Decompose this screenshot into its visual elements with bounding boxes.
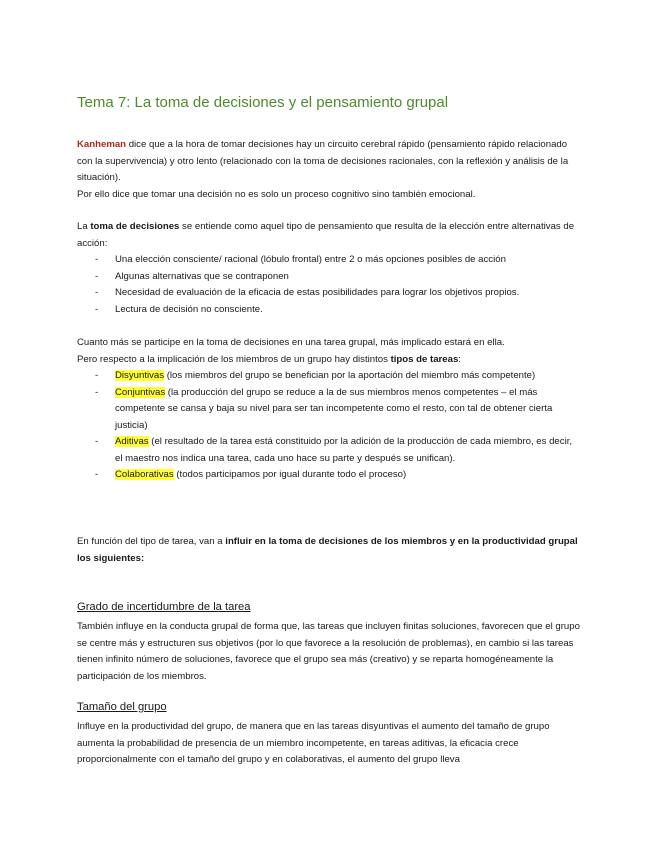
influence-bold: influir en la toma de decisiones de los miembros y en la productividad grupal los siguientes: (77, 536, 578, 564)
task-types-term: tipos de tareas (390, 353, 459, 365)
list-item: - Lectura de decisión no consciente. (95, 303, 263, 315)
intro-paragraph (77, 137, 582, 203)
definition-prefix: La (77, 221, 91, 232)
definition-list (77, 252, 582, 318)
influence-prefix: En función del tipo de tarea, van a (77, 536, 226, 547)
influence-paragraph (77, 534, 582, 567)
section-text: También influye en la conducta grupal de forma que, las tareas que incluyen finitas soluciones, favorecen que el grupo se centre más y estructuren sus objetivos (por lo que favorece a la resolución de problemas), en cambio si las tareas tienen infinito número de soluciones, favorece que el grupo sea más (creativo) y se reparta homogéneamente la participación de los miembros. (77, 621, 580, 682)
list-item: - Disyuntivas (los miembros del grupo se benefician por la aportación del miembro más competente) (95, 370, 536, 381)
definition-term: toma de decisiones (90, 221, 180, 232)
list-item: - Una elección consciente/ racional (lóbulo frontal) entre 2 o más opciones posibles de acción (95, 254, 506, 265)
task-type-term: Conjuntivas (115, 386, 166, 398)
list-item: - Algunas alternativas que se contraponen (95, 270, 289, 282)
task-types-list (77, 368, 582, 484)
list-item: - Conjuntivas (la producción del grupo se reduce a la de sus miembros menos competentes – el más competente se cansa y baja su nivel para ser tan incompetente como el resto, con tal de obtener cierta justicia) (95, 386, 553, 431)
document-title: Tema 7: La toma de decisiones y el pensamiento grupal (77, 94, 449, 111)
intro-text: dice que a la hora de tomar decisiones hay un circuito cerebral rápido (pensamiento rápido relacionado con la supervivencia) y otro lento (relacionado con la toma de decisiones racionales, con la reflexión y análisis de la situación). (77, 139, 569, 183)
definition-paragraph (77, 219, 582, 252)
tasks-line-2: Pero respecto a la implicación de los miembros de un grupo hay distintos (77, 353, 391, 365)
section-heading: Tamaño del grupo (77, 701, 167, 713)
section-text: Influye en la productividad del grupo, de manera que en las tareas disyuntivas el aumento del tamaño de grupo aumenta la probabilidad de presencia de un miembro incompetente, en tareas aditivas, la eficacia crece proporcionalmente con el tamaño del grupo y en colaborativas, el aumento del grupo lleva (77, 721, 550, 765)
author-name: Kanheman (77, 139, 127, 150)
list-item: - Colaborativas (todos participamos por igual durante todo el proceso) (95, 469, 407, 480)
task-type-term: Aditivas (115, 436, 149, 447)
intro-conclusion: Por ello dice que tomar una decisión no es solo un proceso cognitivo sino también emocional. (77, 188, 476, 200)
tasks-paragraph: Cuanto más se participe en la toma de decisiones en una tarea grupal, más implicado estará en ella. Pero respecto a la implicación de los miembros de un grupo hay distintos tipos de tareas: (77, 337, 505, 365)
list-item: - Necesidad de evaluación de la eficacia de estas posibilidades para lograr los objetivos propios. (95, 287, 520, 298)
definition-rest: se entiende como aquel tipo de pensamiento que resulta de la elección entre alternativas de acción: (77, 221, 575, 249)
list-item: - Aditivas (el resultado de la tarea está constituido por la adición de la producción de cada miembro, es decir, el maestro nos indica una tarea, cada uno hace su parte y después se unifican). (95, 436, 573, 464)
section-heading: Grado de incertidumbre de la tarea (77, 601, 251, 613)
tasks-line-1: Cuanto más se participe en la toma de decisiones en una tarea grupal, más implicado estará en ella. (77, 337, 505, 348)
task-type-term: Disyuntivas (115, 370, 165, 381)
task-type-term: Colaborativas (115, 469, 174, 480)
